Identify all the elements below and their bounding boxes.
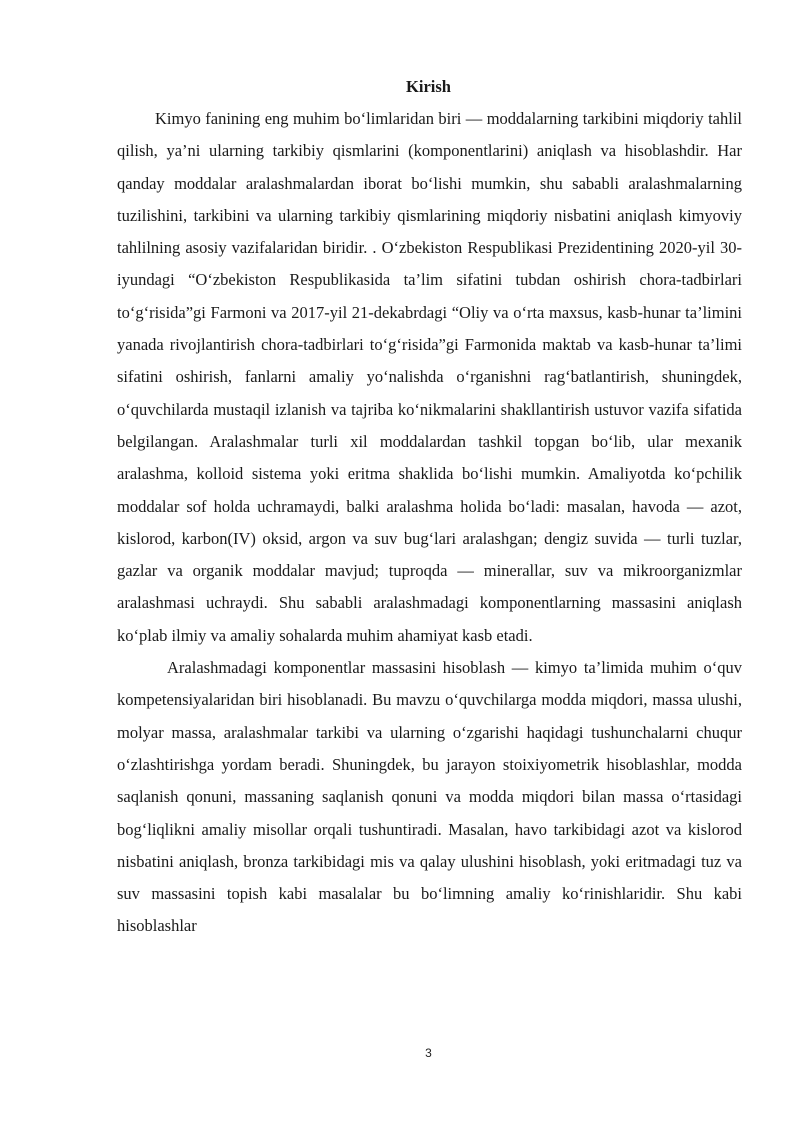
section-title: Kirish (406, 77, 451, 96)
paragraph-intro: Kimyo fanining eng muhim bo‘limlaridan biri — moddalarning tarkibini miqdoriy tahlil qilish, ya’ni ularning tarkibiy qismlarini (komponentlarini) aniqlash va hisoblashdir. Har qanday moddalar aralashmalardan iborat bo‘lishi mumkin, shu sababli aralashmalarning tuzilishini, tarkibini va ularning tarkibiy qismlarining miqdoriy nisbatini aniqlash kimyoviy tahlilning asosiy vazifalaridan biridir. . O‘zbekiston Respublikasi Prezidentining 2020-yil 30-iyundagi “O‘zbekiston Respublikasida ta’lim sifatini tubdan oshirish chora-tadbirlari to‘g‘risida”gi Farmoni va 2017-yil 21-dekabrdagi “Oliy va o‘rta maxsus, kasb-hunar ta’limini yanada rivojlantirish chora-tadbirlari to‘g‘risida”gi Farmonida maktab va kasb-hunar ta’limi sifatini oshirish, fanlarni amaliy yo‘nalishda o‘rganishni rag‘batlantirish, shuningdek, o‘quvchilarda mustaqil izlanish va tajriba ko‘nikmalarini shakllantirish ustuvor vazifa sifatida belgilangan. Aralashmalar turli xil moddalardan tashkil topgan bo‘lib, ular mexanik aralashma, kolloid sistema yoki eritma shaklida bo‘lishi mumkin. Amaliyotda ko‘pchilik moddalar sof holda uchramaydi, balki aralashma holida bo‘ladi: masalan, havoda — azot, kislorod, karbon(IV) oksid, argon va suv bug‘lari aralashgan; dengiz suvida — turli tuzlar, gazlar va organik moddalar mavjud; tuproqda — minerallar, suv va mikroorganizmlar aralashmasi uchraydi. Shu sababli aralashmadagi komponentlarning massasini aniqlash ko‘plab ilmiy va amaliy sohalarda muhim ahamiyat kasb etadi. (117, 109, 742, 645)
paragraph-component-mass: Aralashmadagi komponentlar massasini hisoblash — kimyo ta’limida muhim o‘quv kompetensiyalaridan biri hisoblanadi. Bu mavzu o‘quvchilarga modda miqdori, massa ulushi, molyar massa, aralashmalar tarkibi va ularning o‘zgarishi haqidagi tushunchalarni chuqur o‘zlashtirishga yordam beradi. Shuningdek, bu jarayon stoixiyometrik hisoblashlar, modda saqlanish qonuni, massaning saqlanish qonuni va modda miqdori bilan massa o‘rtasidagi bog‘liqlikni amaliy misollar orqali tushuntiradi. Masalan, havo tarkibidagi azot va kislorod nisbatini aniqlash, bronza tarkibidagi mis va qalay ulushini hisoblash, yoki eritmadagi tuz va suv massasini topish kabi masalalar bu bo‘limning amaliy ko‘rinishlaridir. Shu kabi hisoblashlar (117, 658, 742, 936)
body-text (117, 103, 742, 943)
page-number: 3 (425, 1046, 432, 1060)
